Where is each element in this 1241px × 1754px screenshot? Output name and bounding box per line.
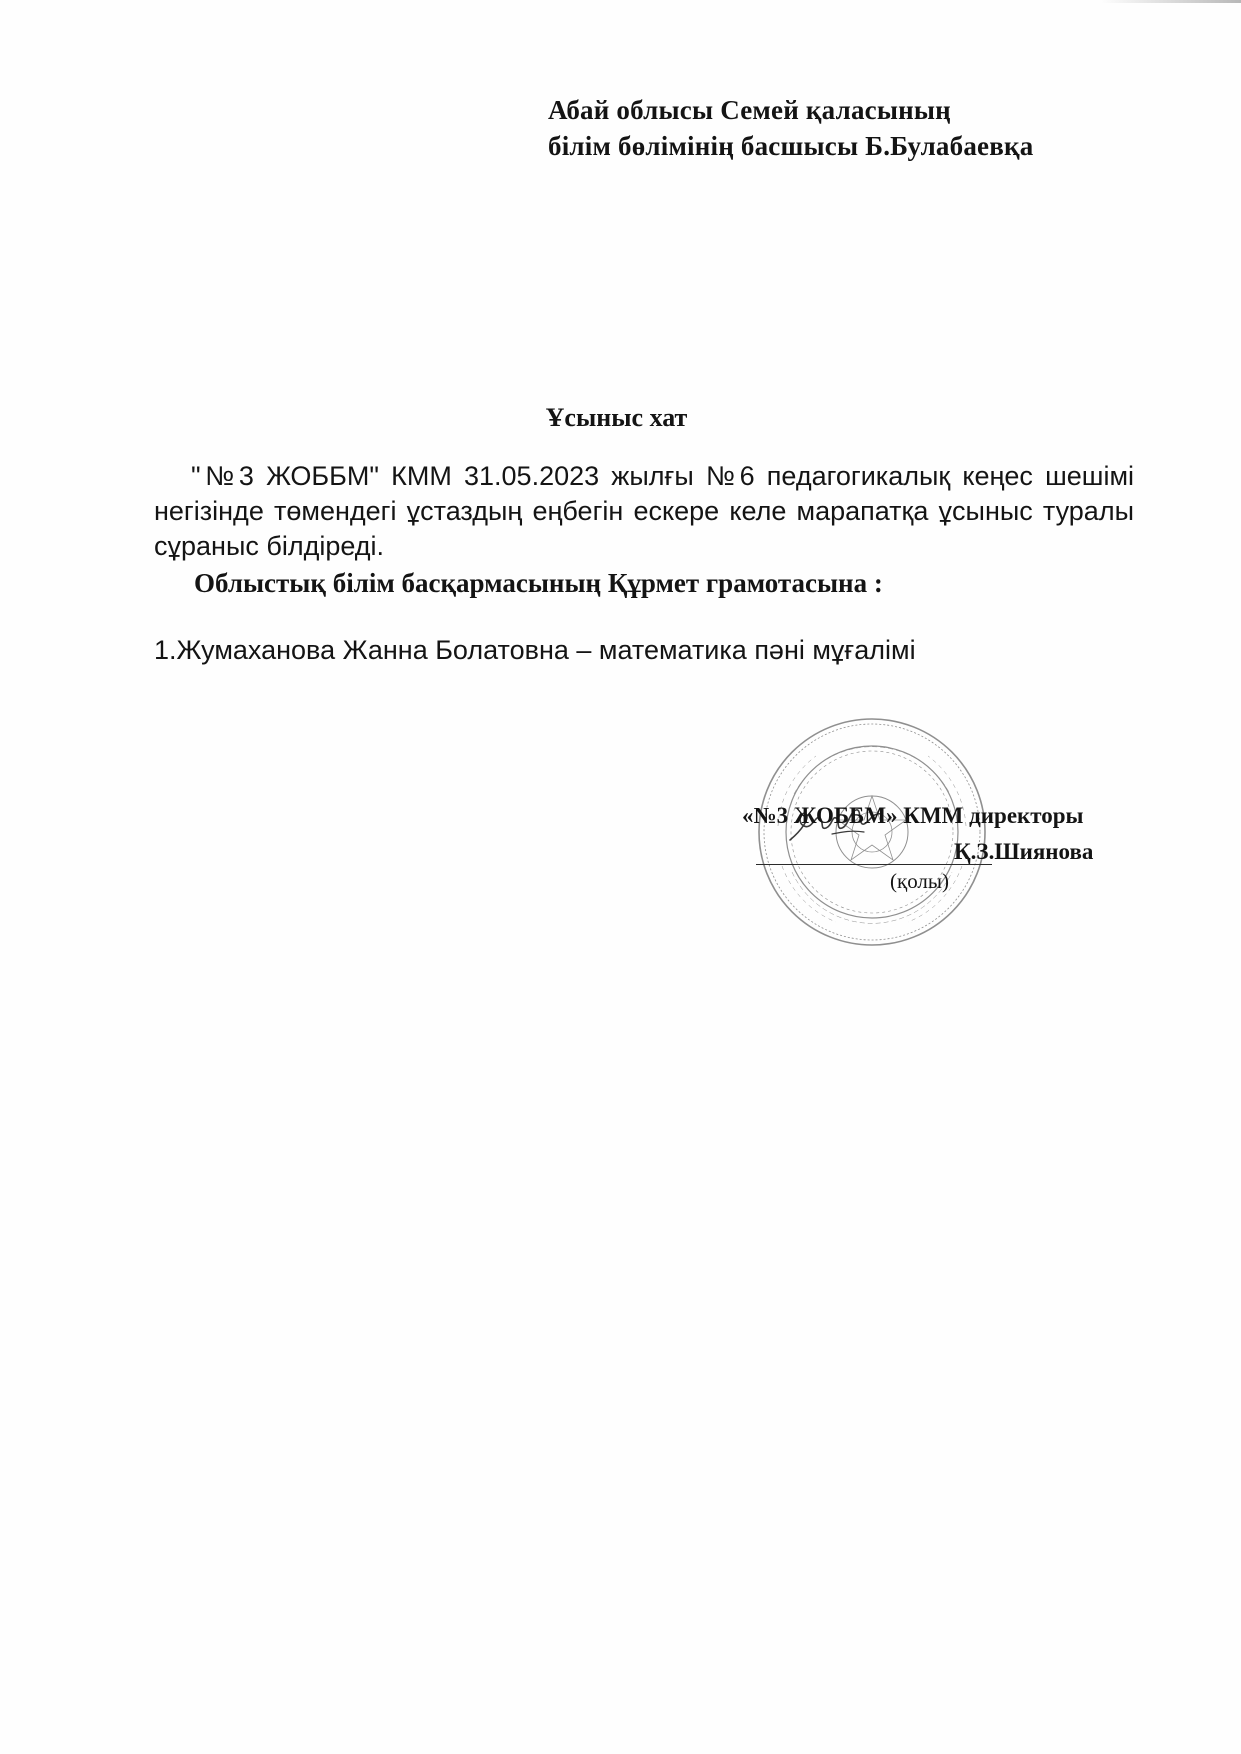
document-title [0, 402, 1241, 434]
addressee-line-2: білім бөлімінің басшысы Б.Булабаевқа [548, 131, 1034, 161]
nominee-item: 1.Жумаханова Жанна Болатовна – математика пәні мұғалімі [154, 635, 916, 665]
scan-edge [1101, 0, 1241, 3]
addressee-line-1: Абай облысы Семей қаласының [548, 95, 951, 125]
addressee-block [548, 92, 1033, 164]
award-line: Облыстық білім басқармасының Құрмет грамотасына : [194, 568, 883, 598]
document-title-text: Ұсыныс хат [545, 403, 688, 432]
signature-caption: (қолы) [890, 869, 950, 893]
signatory-position: «№3 ЖОББМ» КММ директоры [742, 803, 1084, 828]
signatory-name: Қ.З.Шиянова [954, 839, 1094, 864]
body-paragraph: "№3 ЖОББМ" КММ 31.05.2023 жылғы №6 педагогикалық кеңес шешімі негізінде төмендегі ұстаздың еңбегін ескере келе марапатқа ұсыныс туралы сұраныс білдіреді. [154, 461, 1134, 561]
